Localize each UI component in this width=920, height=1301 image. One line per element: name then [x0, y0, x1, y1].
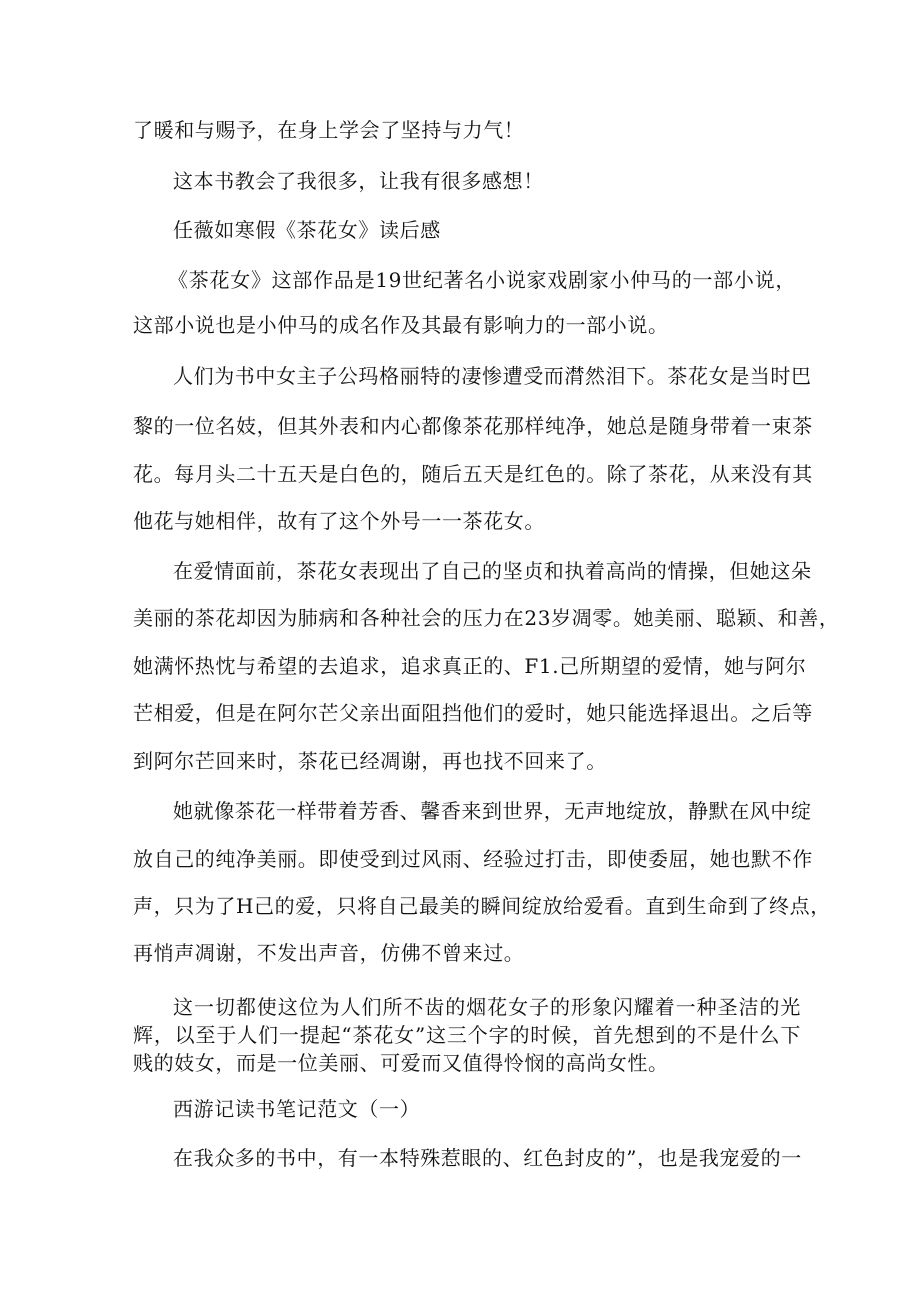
text-line: 《茶花女》这部作品是19世纪著名小说家戏剧家小仲马的一部小说，: [168, 268, 796, 292]
text-line: 美丽的茶花却因为肺病和各种社会的压力在23岁凋零。她美丽、聪颖、和善，: [133, 606, 840, 630]
text-line: 这部小说也是小仲马的成名作及其最有影响力的一部小说。: [133, 313, 669, 337]
text-line: 她就像茶花一样带着芳香、馨香来到世界，无声地绽放，静默在风中绽: [173, 799, 812, 823]
text-line: 花。每月头二十五天是白色的，随后五天是红色的。除了茶花，从来没有其: [133, 462, 813, 486]
text-line: 放自己的纯净美丽。即使受到过风雨、经验过打击，即使委屈，她也默不作: [133, 847, 813, 871]
text-line: 芒相爱，但是在阿尔芒父亲出面阻挡他们的爱时，她只能选择退出。之后等: [133, 701, 813, 725]
text-line: 这一切都使这位为人们所不齿的烟花女子的形象闪耀着一种圣洁的光: [173, 995, 801, 1019]
text-line: 这本书教会了我很多，让我有很多感想！: [173, 169, 544, 193]
text-line: 黎的一位名妓，但其外表和内心都像茶花那样纯净，她总是随身带着一束茶: [133, 414, 813, 438]
text-line: 再悄声凋谢，不发出声音，仿佛不曾来过。: [133, 941, 525, 965]
text-line: 了暖和与赐予，在身上学会了坚持与力气！: [133, 118, 525, 142]
text-line: 声，只为了H己的爱，只将自己最美的瞬间绽放给爱看。直到生命到了终点，: [133, 894, 831, 918]
text-line: 在我众多的书中，有一本特殊惹眼的、红色封皮的”，也是我宠爱的一: [173, 1146, 802, 1170]
text-line: 在爱情面前，茶花女表现出了自己的坚贞和执着高尚的情操，但她这朵: [173, 559, 812, 583]
text-line: 他花与她相伴，故有了这个外号一一茶花女。: [133, 509, 545, 533]
section-heading: 任薇如寒假《茶花女》读后感: [173, 218, 441, 242]
text-line: 到阿尔芒回来时，茶花已经凋谢，再也找不回来了。: [133, 749, 607, 773]
section-heading: 西游记读书笔记范文（一）: [173, 1097, 421, 1121]
text-line: 辉，以至于人们一提起“茶花女”这三个字的时候，首先想到的不是什么下: [133, 1023, 801, 1047]
text-line: 她满怀热忱与希望的去追求，追求真正的、F1.己所期望的爱情，她与阿尔: [133, 654, 807, 678]
text-line: 人们为书中女主子公玛格丽特的凄惨遭受而潸然泪下。茶花女是当时巴: [173, 364, 812, 388]
text-line: 贱的妓女，而是一位美丽、可爱而又值得怜悯的高尚女性。: [133, 1051, 669, 1075]
